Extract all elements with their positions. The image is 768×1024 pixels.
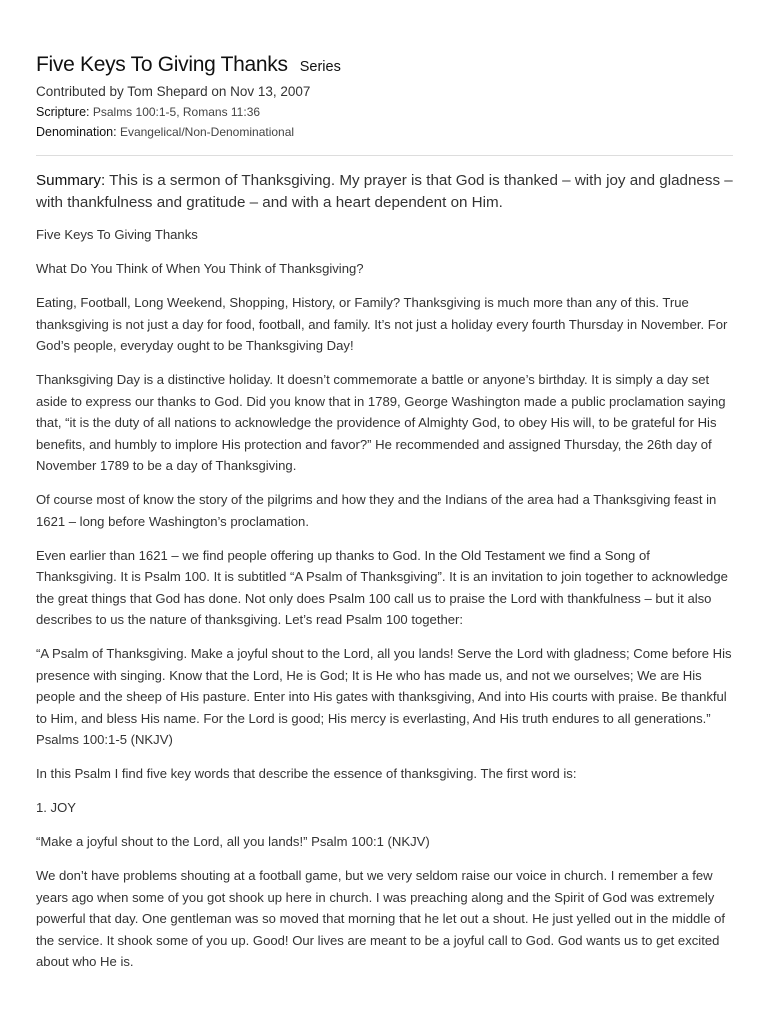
summary — [36, 170, 733, 214]
body-paragraph: Even earlier than 1621 – we find people offering up thanks to God. In the Old Testament we find a Song of Thanksgiving. It is Psalm 100. It is subtitled “A Psalm of Thanksgiving”. It is an invitation to join together to acknowledge the great things that God has done. Not only does Psalm 100 call us to praise the Lord with thankfulness – but it also describes to us the nature of thanksgiving. Let’s read Psalm 100 together: — [36, 547, 728, 627]
byline: Contributed by Tom Shepard on Nov 13, 2007 — [36, 84, 311, 99]
summary-label: Summary: — [36, 172, 106, 189]
denomination-value[interactable]: Evangelical/Non-Denominational — [119, 125, 295, 139]
summary-text: This is a sermon of Thanksgiving. My prayer is that God is thanked – with joy and gladness – with thankfulness and gratitude – and with a heart dependent on Him. — [36, 172, 733, 211]
denomination-line — [36, 122, 733, 142]
scripture-line — [36, 102, 733, 122]
scripture-label: Scripture: — [36, 105, 90, 119]
body-paragraph: What Do You Think of When You Think of Thanksgiving? — [36, 261, 364, 276]
scripture-value[interactable]: Psalms 100:1-5, Romans 11:36 — [92, 105, 261, 119]
divider — [36, 155, 733, 156]
body-paragraph: Of course most of know the story of the pilgrims and how they and the Indians of the area had a Thanksgiving feast in 1621 – long before Washington’s proclamation. — [36, 492, 717, 529]
title-row — [36, 53, 733, 77]
sermon-title: Five Keys To Giving Thanks — [36, 53, 288, 76]
body-paragraph: Eating, Football, Long Weekend, Shopping, History, or Family? Thanksgiving is much more than any of this. True thanksgiving is not just a day for food, football, and family. It’s not just a holiday every fourth Thursday in November. For God’s people, everyday ought to be Thanksgiving Day! — [36, 295, 728, 353]
scripture-quote: “A Psalm of Thanksgiving. Make a joyful shout to the Lord, all you lands! Serve the Lord with gladness; Come before His presence with singing. Know that the Lord, He is God; It is He who has made us, and not we ourselves; We are His people and the sheep of His pasture. Enter into His gates with thanksgiving, And into His courts with praise. Be thankful to Him, and bless His name. For the Lord is good; His mercy is everlasting, And His truth endures to all generations.” Psalms 100:1-5 (NKJV) — [36, 646, 732, 747]
sermon-body — [36, 224, 733, 973]
body-paragraph: In this Psalm I find five key words that describe the essence of thanksgiving. The first word is: — [36, 766, 577, 781]
section-heading: 1. JOY — [36, 800, 77, 815]
body-paragraph: We don’t have problems shouting at a football game, but we very seldom raise our voice in church. I remember a few years ago when some of you got shook up here in church. I was preaching along and the Spirit of God was extremely powerful that day. One gentleman was so moved that morning that he let out a shout. He just yelled out in the middle of the service. It shook some of you up. Good! Our lives are meant to be a joyful call to God. God wants us to get excited about who He is. — [36, 868, 726, 969]
series-link[interactable]: Series — [299, 59, 341, 75]
scripture-quote: “Make a joyful shout to the Lord, all you lands!” Psalm 100:1 (NKJV) — [36, 834, 430, 849]
body-paragraph: Thanksgiving Day is a distinctive holiday. It doesn’t commemorate a battle or anyone’s birthday. It is simply a day set aside to express our thanks to God. Did you know that in 1789, George Washington made a public proclamation saying that, “it is the duty of all nations to acknowledge the providence of Almighty God, to obey His will, to be grateful for His benefits, and humbly to implore His protection and favor?” He recommended and assigned Thursday, the 26th day of November 1789 to be a day of Thanksgiving. — [36, 372, 726, 473]
body-paragraph: Five Keys To Giving Thanks — [36, 227, 198, 242]
denomination-label: Denomination: — [36, 125, 117, 139]
